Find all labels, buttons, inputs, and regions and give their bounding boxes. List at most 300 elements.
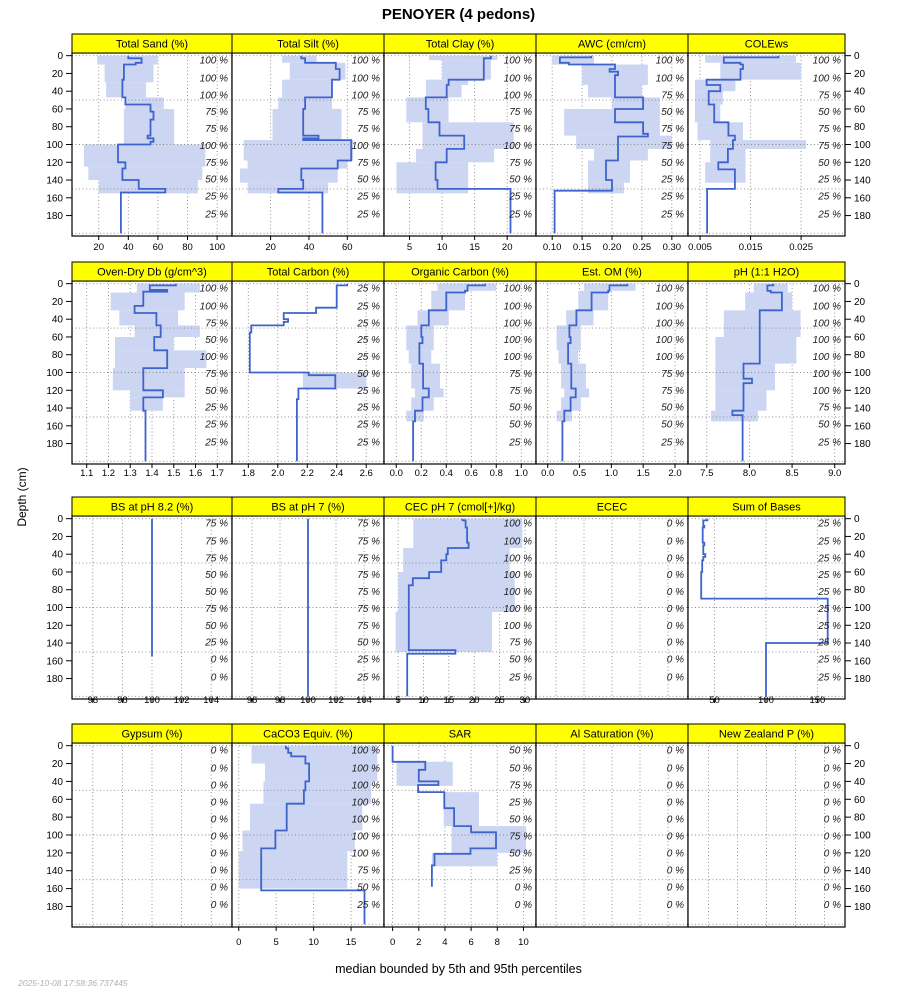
contributing-fraction-label: 0 % <box>666 882 684 894</box>
contributing-fraction-label: 100 % <box>503 603 532 615</box>
depth-tick-label-left: 180 <box>46 211 63 223</box>
contributing-fraction-label: 50 % <box>205 385 228 397</box>
panel-awc <box>536 34 688 253</box>
contributing-fraction-label: 0 % <box>823 882 841 894</box>
percentile-band <box>88 167 202 180</box>
contributing-fraction-label: 0 % <box>666 637 684 649</box>
contributing-fraction-label: 0 % <box>210 848 228 860</box>
contributing-fraction-label: 100 % <box>503 570 532 582</box>
percentile-band <box>724 310 801 337</box>
contributing-fraction-label: 50 % <box>205 620 228 632</box>
x-tick-label: 0.30 <box>662 242 682 253</box>
depth-tick-label-right: 0 <box>854 51 860 63</box>
contributing-fraction-label: 75 % <box>509 780 532 792</box>
x-tick-label: 150 <box>809 695 826 706</box>
contributing-fraction-label: 25 % <box>205 419 228 431</box>
depth-tick-label-right: 180 <box>854 439 871 451</box>
contributing-fraction-label: 100 % <box>812 335 841 347</box>
contributing-fraction-label: 25 % <box>818 637 841 649</box>
contributing-fraction-label: 25 % <box>818 654 841 666</box>
depth-tick-label-left: 120 <box>46 848 63 860</box>
contributing-fraction-label: 25 % <box>357 283 380 295</box>
percentile-band <box>248 160 348 168</box>
contributing-fraction-label: 100 % <box>503 352 532 364</box>
panel-total-silt <box>232 34 384 253</box>
panel-oven-dry-db <box>72 262 232 479</box>
contributing-fraction-label: 50 % <box>509 814 532 826</box>
panel-strip-title: CaCO3 Equiv. (%) <box>263 728 353 741</box>
depth-tick-label-right: 180 <box>854 674 871 686</box>
contributing-fraction-label: 100 % <box>655 301 684 313</box>
contributing-fraction-label: 0 % <box>666 865 684 877</box>
x-tick-label: 100 <box>144 695 160 706</box>
x-tick-label: 5 <box>273 937 279 948</box>
panel-strip-title: Al Saturation (%) <box>570 728 654 741</box>
percentile-band <box>240 168 338 182</box>
panel-strip-title: ECEC <box>596 501 628 514</box>
contributing-fraction-label: 75 % <box>357 157 380 169</box>
contributing-fraction-label: 100 % <box>199 73 228 85</box>
depth-tick-label-left: 100 <box>46 368 63 379</box>
contributing-fraction-label: 50 % <box>818 107 841 119</box>
panel-ph-h2o <box>688 262 845 479</box>
contributing-fraction-label: 75 % <box>205 536 228 548</box>
x-tick-label: 10 <box>518 937 529 948</box>
depth-tick-label-right: 0 <box>854 279 860 291</box>
depth-tick-label-left: 120 <box>46 385 63 397</box>
x-tick-label: 1.1 <box>80 468 94 479</box>
contributing-fraction-label: 0 % <box>210 797 228 809</box>
x-tick-label: 8.5 <box>785 468 799 479</box>
contributing-fraction-label: 75 % <box>357 536 380 548</box>
panel-strip-title: BS at pH 8.2 (%) <box>110 501 194 514</box>
contributing-fraction-label: 75 % <box>357 620 380 632</box>
contributing-fraction-label: 100 % <box>351 140 380 152</box>
contributing-fraction-label: 0 % <box>823 848 841 860</box>
contributing-fraction-label: 25 % <box>509 797 532 809</box>
contributing-fraction-label: 50 % <box>818 157 841 169</box>
depth-tick-label-left: 80 <box>51 350 63 362</box>
depth-tick-label-left: 80 <box>51 812 63 824</box>
panel-bs-ph82 <box>72 497 232 706</box>
contributing-fraction-label: 50 % <box>205 174 228 186</box>
x-tick-label: 96 <box>246 695 258 706</box>
contributing-fraction-label: 0 % <box>666 745 684 757</box>
depth-tick-label-right: 20 <box>854 759 866 771</box>
percentile-band <box>695 105 720 123</box>
contributing-fraction-label: 0 % <box>823 745 841 757</box>
x-tick-label: 9.0 <box>828 468 842 479</box>
depth-tick-label-left: 140 <box>46 175 63 187</box>
panel-strip-title: COLEws <box>744 38 789 51</box>
depth-tick-label-left: 100 <box>46 603 63 614</box>
percentile-band <box>282 80 332 98</box>
contributing-fraction-label: 25 % <box>661 209 684 221</box>
contributing-fraction-label: 25 % <box>818 536 841 548</box>
depth-tick-label-right: 140 <box>854 866 871 878</box>
depth-tick-label-right: 40 <box>854 776 866 788</box>
contributing-fraction-label: 75 % <box>205 157 228 169</box>
contributing-fraction-label: 0 % <box>666 797 684 809</box>
contributing-fraction-label: 100 % <box>503 55 532 67</box>
x-tick-label: 2 <box>416 937 422 948</box>
contributing-fraction-label: 75 % <box>357 107 380 119</box>
percentile-band <box>431 291 465 311</box>
contributing-fraction-label: 25 % <box>205 209 228 221</box>
depth-tick-label-right: 40 <box>854 549 866 561</box>
contributing-fraction-label: 0 % <box>666 518 684 530</box>
contributing-fraction-label: 100 % <box>199 283 228 295</box>
x-tick-label: 1.8 <box>241 468 255 479</box>
depth-tick-label-left: 60 <box>51 332 63 344</box>
depth-tick-label-left: 160 <box>46 421 63 433</box>
percentile-band <box>720 63 801 80</box>
contributing-fraction-label: 0 % <box>210 831 228 843</box>
contributing-fraction-label: 50 % <box>661 157 684 169</box>
x-tick-label: 2.6 <box>359 468 373 479</box>
contributing-fraction-label: 0 % <box>210 672 228 684</box>
panel-sum-of-bases <box>688 497 845 706</box>
contributing-fraction-label: 25 % <box>509 865 532 877</box>
percentile-band <box>242 831 354 852</box>
x-tick-label: 20 <box>468 695 480 706</box>
contributing-fraction-label: 25 % <box>357 654 380 666</box>
contributing-fraction-label: 0 % <box>823 814 841 826</box>
x-tick-label: 2.2 <box>300 468 314 479</box>
contributing-fraction-label: 25 % <box>205 437 228 449</box>
x-tick-label: 100 <box>300 695 316 706</box>
contributing-fraction-label: 100 % <box>351 831 380 843</box>
x-tick-label: 104 <box>356 695 372 706</box>
contributing-fraction-label: 100 % <box>351 797 380 809</box>
contributing-fraction-label: 100 % <box>812 55 841 67</box>
depth-tick-label-right: 20 <box>854 68 866 80</box>
contributing-fraction-label: 75 % <box>818 402 841 414</box>
contributing-fraction-label: 100 % <box>351 780 380 792</box>
contributing-fraction-label: 25 % <box>357 672 380 684</box>
contributing-fraction-label: 100 % <box>351 763 380 775</box>
contributing-fraction-label: 75 % <box>357 865 380 877</box>
contributing-fraction-label: 100 % <box>351 745 380 757</box>
contributing-fraction-label: 100 % <box>655 283 684 295</box>
contributing-fraction-label: 100 % <box>199 55 228 67</box>
percentile-band <box>130 390 184 397</box>
contributing-fraction-label: 0 % <box>514 882 532 894</box>
x-tick-label: 0 <box>389 937 396 948</box>
depth-tick-label-right: 60 <box>854 104 866 116</box>
contributing-fraction-label: 25 % <box>205 191 228 203</box>
contributing-fraction-label: 25 % <box>509 672 532 684</box>
page-title: PENOYER (4 pedons) <box>381 6 536 23</box>
contributing-fraction-label: 100 % <box>351 90 380 102</box>
x-tick-label: 100 <box>209 242 226 253</box>
x-tick-label: 98 <box>274 695 286 706</box>
x-tick-label: 1.3 <box>123 468 137 479</box>
contributing-fraction-label: 50 % <box>661 107 684 119</box>
contributing-fraction-label: 25 % <box>357 402 380 414</box>
depth-tick-label-right: 100 <box>854 140 871 151</box>
contributing-fraction-label: 100 % <box>503 518 532 530</box>
contributing-fraction-label: 50 % <box>661 402 684 414</box>
contributing-fraction-label: 0 % <box>666 814 684 826</box>
x-tick-label: 1.0 <box>514 468 528 479</box>
depth-tick-label-left: 160 <box>46 193 63 205</box>
contributing-fraction-label: 25 % <box>509 209 532 221</box>
percentile-band <box>411 364 440 389</box>
depth-tick-label-right: 80 <box>854 122 866 134</box>
percentile-band <box>105 65 154 83</box>
x-tick-label: 0.25 <box>632 242 652 253</box>
contributing-fraction-label: 50 % <box>509 654 532 666</box>
percentile-band <box>290 63 346 80</box>
timestamp: 2025-10-08 17:58:36.737445 <box>18 978 128 988</box>
contributing-fraction-label: 75 % <box>357 570 380 582</box>
panel-colews <box>688 34 845 253</box>
contributing-fraction-label: 0 % <box>210 763 228 775</box>
contributing-fraction-label: 25 % <box>357 352 380 364</box>
panel-strip-title: BS at pH 7 (%) <box>271 501 345 514</box>
percentile-band <box>594 149 648 161</box>
x-tick-label: 40 <box>303 242 315 253</box>
contributing-fraction-label: 100 % <box>351 848 380 860</box>
x-tick-label: 102 <box>173 695 190 706</box>
depth-tick-label-right: 60 <box>854 794 866 806</box>
contributing-fraction-label: 75 % <box>509 637 532 649</box>
contributing-fraction-label: 25 % <box>661 437 684 449</box>
contributing-fraction-label: 25 % <box>357 419 380 431</box>
contributing-fraction-label: 100 % <box>351 814 380 826</box>
contributing-fraction-label: 75 % <box>661 140 684 152</box>
contributing-fraction-label: 0 % <box>666 900 684 912</box>
contributing-fraction-label: 50 % <box>205 335 228 347</box>
contributing-fraction-label: 0 % <box>666 848 684 860</box>
percentile-band <box>612 97 660 109</box>
depth-tick-label-right: 100 <box>854 603 871 614</box>
contributing-fraction-label: 75 % <box>509 368 532 380</box>
depth-tick-label-left: 20 <box>51 759 63 771</box>
panel-strip-title: Total Sand (%) <box>115 38 189 51</box>
contributing-fraction-label: 100 % <box>503 553 532 565</box>
contributing-fraction-label: 0 % <box>666 603 684 615</box>
panel-strip-title: pH (1:1 H2O) <box>733 266 800 279</box>
percentile-band <box>403 548 510 572</box>
percentile-band <box>588 183 624 194</box>
panel-strip-title: Organic Carbon (%) <box>411 266 509 279</box>
contributing-fraction-label: 100 % <box>655 318 684 330</box>
contributing-fraction-label: 100 % <box>655 352 684 364</box>
contributing-fraction-label: 0 % <box>666 654 684 666</box>
contributing-fraction-label: 25 % <box>357 335 380 347</box>
contributing-fraction-label: 100 % <box>503 536 532 548</box>
x-tick-label: 1.5 <box>636 468 650 479</box>
percentile-band <box>106 82 146 97</box>
x-tick-label: 15 <box>443 695 455 706</box>
contributing-fraction-label: 50 % <box>661 419 684 431</box>
contributing-fraction-label: 0 % <box>666 570 684 582</box>
panel-ecec <box>536 497 688 699</box>
contributing-fraction-label: 75 % <box>205 124 228 136</box>
depth-tick-label-right: 60 <box>854 567 866 579</box>
percentile-band <box>135 325 200 337</box>
x-tick-label: 102 <box>328 695 344 706</box>
depth-tick-label-right: 120 <box>854 157 871 169</box>
contributing-fraction-label: 75 % <box>205 518 228 530</box>
contributing-fraction-label: 50 % <box>509 745 532 757</box>
panel-strip-title: New Zealand P (%) <box>718 728 815 741</box>
contributing-fraction-label: 100 % <box>503 73 532 85</box>
percentile-band <box>250 804 362 831</box>
contributing-fraction-label: 25 % <box>205 637 228 649</box>
x-tick-label: 6 <box>468 937 474 948</box>
contributing-fraction-label: 75 % <box>205 603 228 615</box>
contributing-fraction-label: 0 % <box>666 536 684 548</box>
contributing-fraction-label: 75 % <box>509 107 532 119</box>
percentile-band <box>113 368 185 390</box>
panel-new-zealand-p <box>688 724 845 927</box>
contributing-fraction-label: 0 % <box>210 865 228 877</box>
contributing-fraction-label: 75 % <box>818 140 841 152</box>
contributing-fraction-label: 100 % <box>812 73 841 85</box>
contributing-fraction-label: 75 % <box>509 831 532 843</box>
contributing-fraction-label: 75 % <box>205 368 228 380</box>
contributing-fraction-label: 25 % <box>509 191 532 203</box>
contributing-fraction-label: 0 % <box>823 865 841 877</box>
depth-tick-label-left: 40 <box>51 549 63 561</box>
contributing-fraction-label: 50 % <box>509 402 532 414</box>
depth-tick-label-left: 0 <box>57 279 63 291</box>
contributing-fraction-label: 0 % <box>210 900 228 912</box>
percentile-band <box>115 337 174 350</box>
contributing-fraction-label: 25 % <box>818 672 841 684</box>
percentile-band <box>564 109 660 136</box>
depth-tick-label-left: 180 <box>46 439 63 451</box>
x-tick-label: 50 <box>709 695 720 706</box>
contributing-fraction-label: 100 % <box>199 352 228 364</box>
x-tick-label: 15 <box>469 242 480 253</box>
contributing-fraction-label: 100 % <box>199 90 228 102</box>
contributing-fraction-label: 0 % <box>210 780 228 792</box>
percentile-band <box>115 350 206 368</box>
x-tick-label: 0.0 <box>541 468 555 479</box>
x-tick-label: 1.7 <box>210 468 224 479</box>
contributing-fraction-label: 100 % <box>503 587 532 599</box>
percentile-band <box>125 97 163 109</box>
panel-al-saturation <box>536 724 688 927</box>
contributing-fraction-label: 25 % <box>205 402 228 414</box>
contributing-fraction-label: 50 % <box>509 848 532 860</box>
depth-tick-label-right: 140 <box>854 403 871 415</box>
contributing-fraction-label: 75 % <box>818 124 841 136</box>
depth-tick-label-right: 0 <box>854 741 860 753</box>
percentile-band <box>396 612 492 652</box>
panel-caco3-equiv <box>232 724 384 948</box>
depth-tick-label-right: 140 <box>854 638 871 650</box>
depth-tick-label-left: 40 <box>51 86 63 98</box>
contributing-fraction-label: 25 % <box>818 587 841 599</box>
panel-total-sand <box>72 34 232 253</box>
depth-tick-label-left: 40 <box>51 776 63 788</box>
contributing-fraction-label: 75 % <box>357 124 380 136</box>
depth-tick-label-left: 120 <box>46 157 63 169</box>
x-tick-label: 1.2 <box>101 468 116 479</box>
x-tick-label: 60 <box>152 242 164 253</box>
x-tick-label: 0.005 <box>688 242 712 253</box>
depth-tick-label-left: 60 <box>51 104 63 116</box>
contributing-fraction-label: 0 % <box>210 882 228 894</box>
x-tick-label: 2.0 <box>668 468 682 479</box>
x-tick-label: 8 <box>494 937 500 948</box>
depth-axis-label: Depth (cm) <box>15 467 29 527</box>
depth-tick-label-right: 80 <box>854 350 866 362</box>
depth-tick-label-left: 80 <box>51 122 63 134</box>
depth-tick-label-left: 140 <box>46 403 63 415</box>
contributing-fraction-label: 100 % <box>351 55 380 67</box>
contributing-fraction-label: 50 % <box>205 570 228 582</box>
percentile-band <box>239 851 348 889</box>
contributing-fraction-label: 100 % <box>199 140 228 152</box>
x-tick-label: 0.20 <box>602 242 622 253</box>
contributing-fraction-label: 50 % <box>357 174 380 186</box>
x-tick-label: 0.025 <box>789 242 813 253</box>
percentile-band <box>715 390 766 410</box>
percentile-band <box>130 397 163 410</box>
depth-tick-label-right: 120 <box>854 620 871 632</box>
contributing-fraction-label: 0 % <box>514 900 532 912</box>
contributing-fraction-label: 100 % <box>812 368 841 380</box>
panel-total-carbon <box>232 262 384 479</box>
x-tick-label: 20 <box>93 242 105 253</box>
x-tick-label: 0.6 <box>464 468 478 479</box>
contributing-fraction-label: 25 % <box>661 191 684 203</box>
depth-tick-label-right: 40 <box>854 314 866 326</box>
contributing-fraction-label: 0 % <box>823 900 841 912</box>
x-tick-label: 10 <box>436 242 448 253</box>
contributing-fraction-label: 50 % <box>357 368 380 380</box>
x-tick-label: 2.0 <box>271 468 285 479</box>
x-tick-label: 5 <box>395 695 401 706</box>
contributing-fraction-label: 25 % <box>357 437 380 449</box>
percentile-band <box>576 136 672 149</box>
percentile-band <box>432 853 497 866</box>
depth-tick-label-right: 60 <box>854 332 866 344</box>
contributing-fraction-label: 0 % <box>210 745 228 757</box>
contributing-fraction-label: 75 % <box>357 587 380 599</box>
contributing-fraction-label: 50 % <box>509 419 532 431</box>
depth-tick-label-right: 80 <box>854 812 866 824</box>
figure-caption: median bounded by 5th and 95th percentiles <box>335 962 582 976</box>
percentile-band <box>566 310 593 325</box>
contributing-fraction-label: 25 % <box>818 620 841 632</box>
x-tick-label: 25 <box>494 695 505 706</box>
x-tick-label: 7.5 <box>700 468 714 479</box>
depth-tick-label-left: 140 <box>46 638 63 650</box>
x-tick-label: 80 <box>182 242 193 253</box>
x-tick-label: 0.015 <box>738 242 763 253</box>
contributing-fraction-label: 75 % <box>661 385 684 397</box>
panel-organic-carbon <box>384 262 536 479</box>
percentile-band <box>418 310 449 325</box>
contributing-fraction-label: 25 % <box>818 603 841 615</box>
percentile-band <box>705 162 745 182</box>
depth-tick-label-left: 20 <box>51 531 63 543</box>
contributing-fraction-label: 100 % <box>812 318 841 330</box>
contributing-fraction-label: 50 % <box>205 587 228 599</box>
depth-tick-label-right: 120 <box>854 848 871 860</box>
x-tick-label: 100 <box>758 695 774 706</box>
contributing-fraction-label: 25 % <box>818 174 841 186</box>
percentile-band <box>282 56 317 63</box>
panel-cec-ph7 <box>384 497 536 706</box>
